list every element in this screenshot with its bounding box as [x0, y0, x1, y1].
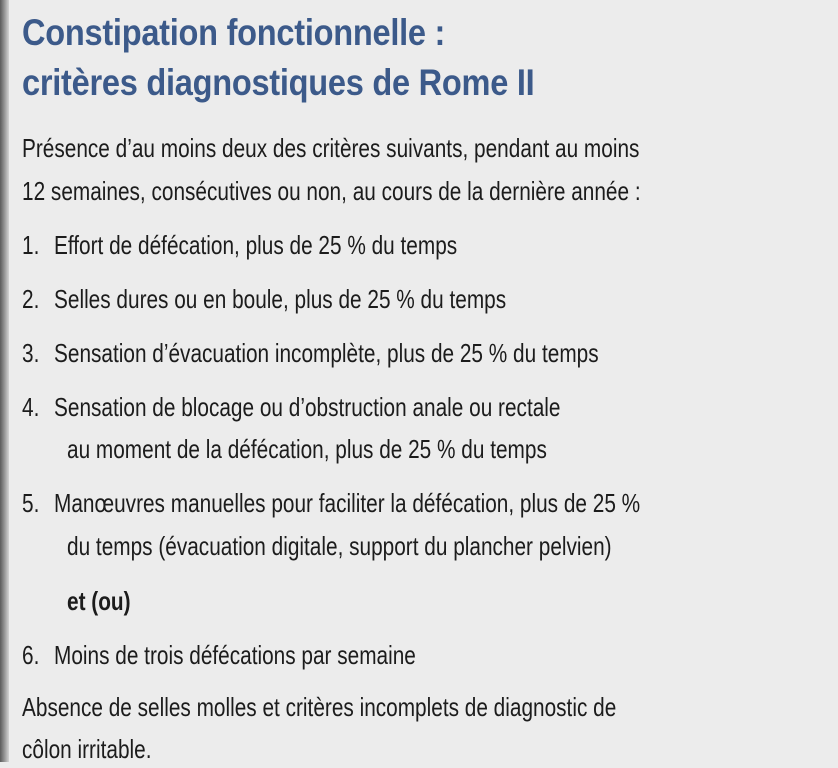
title-line-1: Constipation fonctionnelle :: [22, 12, 446, 53]
page-title: [22, 8, 534, 108]
footer-line-2: côlon irritable.: [22, 734, 152, 764]
title-line-2: critères diagnostiques de Rome II: [22, 62, 535, 103]
criterion-4-continuation: au moment de la défécation, plus de 25 % du temps: [67, 434, 547, 464]
criterion-number: 1.: [22, 230, 40, 260]
page-edge-shadow: [0, 0, 9, 762]
footer-line-1: Absence de selles molles et critères incomplets de diagnostic de: [22, 692, 617, 722]
intro-line-1: Présence d’au moins deux des critères suivants, pendant au moins: [22, 133, 640, 163]
criterion-text: Sensation d’évacuation incomplète, plus de 25 % du temps: [54, 338, 599, 368]
criterion-5: [22, 484, 640, 522]
criterion-4: [22, 388, 561, 426]
criterion-1: [22, 226, 457, 264]
document-page: [22, 0, 838, 762]
criterion-number: 2.: [22, 284, 40, 314]
criterion-text: Moins de trois défécations par semaine: [54, 640, 416, 670]
criterion-text: Manœuvres manuelles pour faciliter la défécation, plus de 25 %: [54, 488, 641, 518]
criterion-2: [22, 280, 506, 318]
criterion-3: [22, 334, 599, 372]
criterion-number: 3.: [22, 338, 40, 368]
criterion-text: Sensation de blocage ou d’obstruction anale ou rectale: [54, 392, 561, 422]
criterion-text: Selles dures ou en boule, plus de 25 % du temps: [54, 284, 507, 314]
criterion-number: 5.: [22, 488, 40, 518]
criterion-number: 4.: [22, 392, 40, 422]
criterion-5-continuation: du temps (évacuation digitale, support du plancher pelvien): [67, 531, 612, 561]
connector-and-or: et (ou): [67, 586, 131, 616]
criterion-6: [22, 636, 416, 674]
criterion-text: Effort de défécation, plus de 25 % du temps: [54, 230, 458, 260]
criterion-number: 6.: [22, 640, 40, 670]
intro-line-2: 12 semaines, consécutives ou non, au cours de la dernière année :: [22, 176, 641, 206]
